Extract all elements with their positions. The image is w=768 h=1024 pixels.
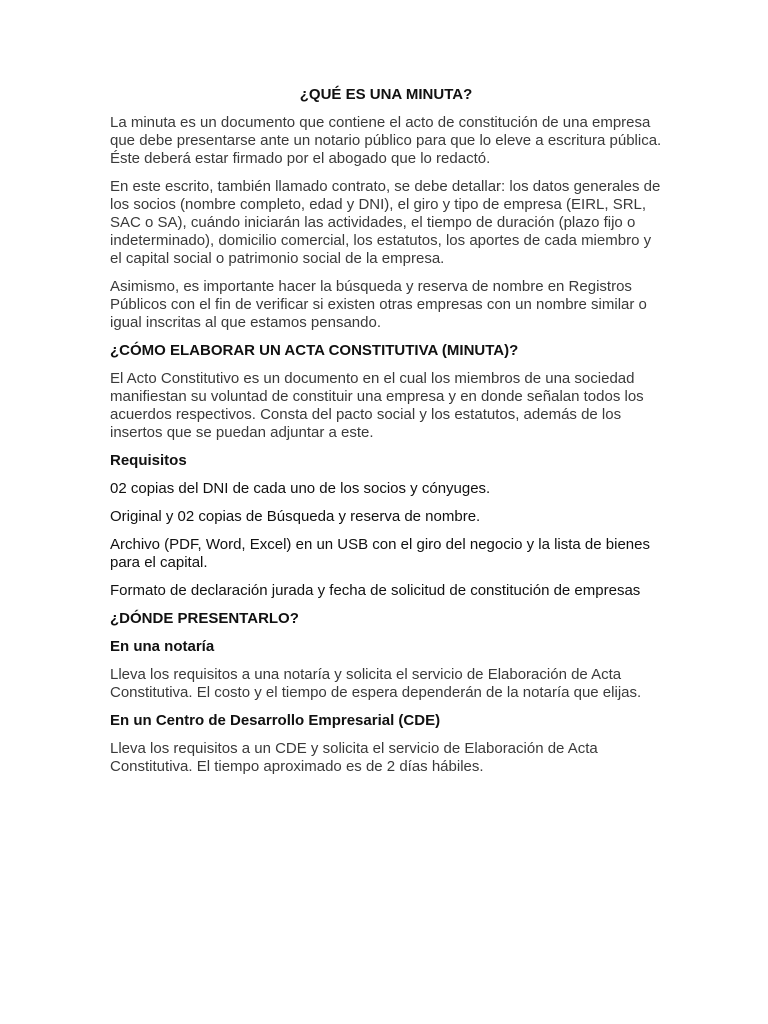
cde-paragraph: Lleva los requisitos a un CDE y solicita el servicio de Elaboración de Acta Constitutiva. El tiempo aproximado es de 2 días hábiles. bbox=[110, 740, 598, 775]
intro-paragraph-3: Asimismo, es importante hacer la búsqueda y reserva de nombre en Registros Públicos con el fin de verificar si existen otras empresas con un nombre similar o igual inscritas al que estamos pensando. bbox=[110, 278, 647, 331]
requirement-item-2: Original y 02 copias de Búsqueda y reserva de nombre. bbox=[110, 508, 481, 525]
intro-paragraph-2: En este escrito, también llamado contrato, se debe detallar: los datos generales de los socios (nombre completo, edad y DNI), el giro y tipo de empresa (EIRL, SRL, SAC o SA), cuándo iniciarán las actividades, el tiempo de duración (plazo fijo o indeterminado), domicilio comercial, los estatutos, los aportes de cada miembro y el capital social o patrimonio social de la empresa. bbox=[110, 178, 661, 267]
requirement-item-3: Archivo (PDF, Word, Excel) en un USB con el giro del negocio y la lista de bienes para el capital. bbox=[110, 536, 650, 571]
section-heading-acta: ¿CÓMO ELABORAR UN ACTA CONSTITUTIVA (MINUTA)? bbox=[110, 342, 519, 359]
requirement-item-1: 02 copias del DNI de cada uno de los socios y cónyuges. bbox=[110, 480, 491, 497]
notaria-paragraph: Lleva los requisitos a una notaría y solicita el servicio de Elaboración de Acta Constitutiva. El costo y el tiempo de espera dependerán de la notaría que elijas. bbox=[110, 666, 642, 701]
requirement-item-4: Formato de declaración jurada y fecha de solicitud de constitución de empresas bbox=[110, 582, 641, 599]
section-heading-donde: ¿DÓNDE PRESENTARLO? bbox=[110, 610, 299, 627]
requirements-heading: Requisitos bbox=[110, 452, 187, 469]
acta-paragraph: El Acto Constitutivo es un documento en el cual los miembros de una sociedad manifiestan su voluntad de constituir una empresa y en donde señalan todos los acuerdos respectivos. Consta del pacto social y los estatutos, además de los insertos que se puedan adjuntar a este. bbox=[110, 370, 644, 441]
intro-paragraph-1: La minuta es un documento que contiene el acto de constitución de una empresa que debe presentarse ante un notario público para que lo eleve a escritura pública. Éste deberá estar firmado por el abogado que lo redactó. bbox=[110, 114, 662, 167]
subheading-notaria: En una notaría bbox=[110, 638, 215, 655]
document-title: ¿QUÉ ES UNA MINUTA? bbox=[299, 86, 473, 103]
document-page bbox=[110, 86, 662, 786]
subheading-cde: En un Centro de Desarrollo Empresarial (CDE) bbox=[110, 712, 441, 729]
